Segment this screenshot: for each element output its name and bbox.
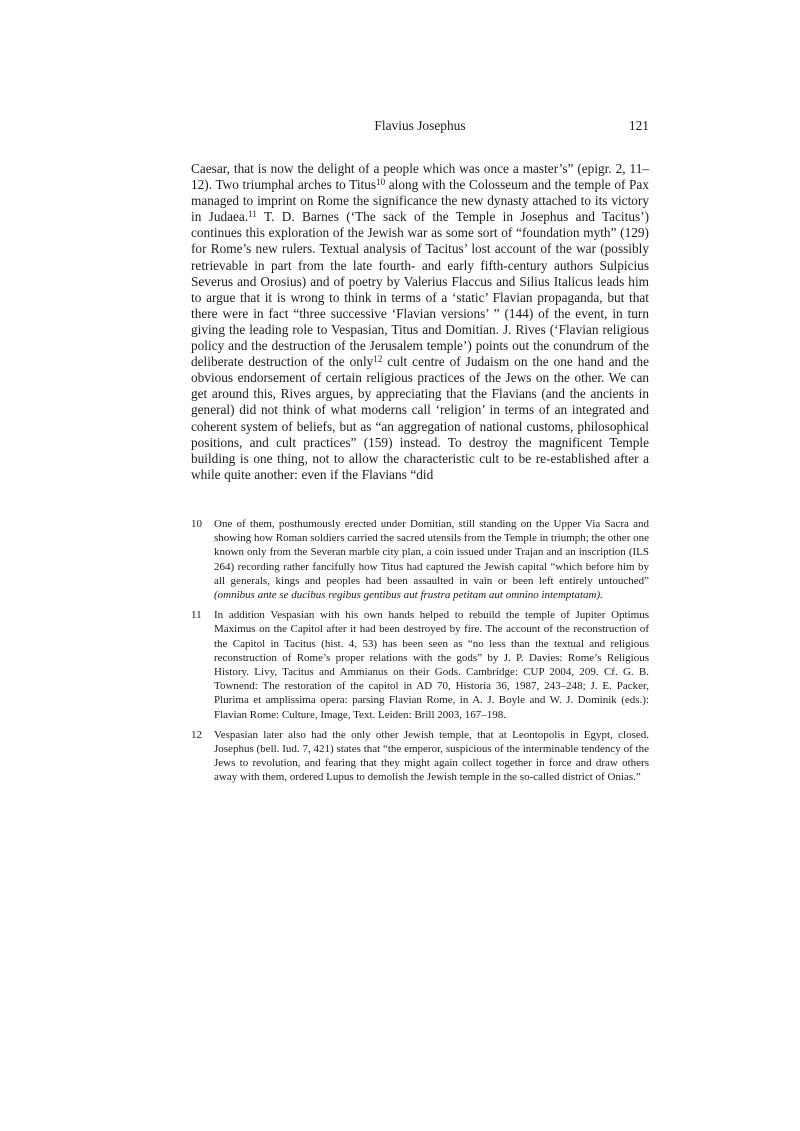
- footnote-ref-11: 11: [248, 209, 257, 220]
- text-run: In addition Vespasian with his own hands helped to rebuild the temple of Jupiter Optimus Maximus on the Capitol after it had been destroyed by fire. The account of the reconstruction of the Capitol in Tacitus (hist. 4, 53) has been seen as “no less than the textual and religious reconstruction of Rome’s proper relations with the gods” by J. P. Davies: Rome’s Religious History. Livy, Tacitus and Ammianus on their Gods. Cambridge: CUP 2004, 209. Cf. G. B. Townend: The restoration of the capitol in AD 70, Historia 36, 1987, 243–248; J. E. Packer, Plurima et amplissima opera: parsing Flavian Rome, in A. J. Boyle and W. J. Dominik (eds.): Flavian Rome: Culture, Image, Text. Leiden: Brill 2003, 167–198.: [214, 609, 649, 721]
- footnote-ref-10: 10: [376, 177, 386, 188]
- text-run: T. D. Barnes (‘The sack of the Temple in Josephus and Tacitus’) continues this exploration of the Jewish war as some sort of “foundation myth” (129) for Rome’s new rulers. Textual analysis of Tacitus’ lost account of the war (possibly retrievable in part from the late fourth- and early fifth-century authors Sulpicius Severus and Orosius) and of poetry by Valerius Flaccus and Silius Italicus leads him to argue that it is wrong to think in terms of a ‘static’ Flavian propaganda, but that there were in fact “three successive ‘Flavian versions’ ” (144) of the event, in turn giving the leading role to Vespasian, Titus and Domitian. J. Rives (‘Flavian religious policy and the destruction of the Jerusalem temple’) points out the conundrum of the deliberate destruction of the only: [191, 209, 649, 370]
- body-paragraph: [191, 161, 649, 483]
- footnote-text: [214, 518, 649, 601]
- footnotes-section: [191, 517, 649, 791]
- footnote-10: [191, 517, 649, 602]
- text-run: Caesar, that is now the delight of a people which was once a master’s” (epigr. 2, 11–12). Two triumphal arches to Titus: [191, 161, 649, 193]
- text-run: One of them, posthumously erected under Domitian, still standing on the Upper Via Sacra and showing how Roman soldiers carried the sacred utensils from the Temple in triumph; the other one known only from the Severan marble city plan, a coin issued under Trajan and an inscription (ILS 264) recording rather fancifully how Titus had captured the Jewish capital “which before him by all generals, kings and peoples had been assaulted in vain or been left entirely untouched”: [214, 518, 649, 587]
- footnote-11: [191, 608, 649, 722]
- footnote-12: [191, 728, 649, 785]
- footnote-number: 10: [191, 518, 202, 530]
- latin-quote: (omnibus ante se ducibus regibus gentibus aut frustra petitam aut omnino intemptatam).: [214, 589, 603, 602]
- page-number: 121: [628, 118, 649, 133]
- text-run: cult centre of Judaism on the one hand and the obvious endorsement of certain religious practices of the Jews on the other. We can get around this, Rives argues, by appreciating that the Flavians (and the ancients in general) did not think of what moderns call ‘religion’ in terms of an integrated and coherent system of beliefs, but as “an aggregation of national customs, philosophical positions, and cult practices” (159) instead. To destroy the magnificent Temple building is one thing, not to allow the characteristic cult to be re-established after a while quite another: even if the Flavians “did: [191, 354, 649, 482]
- footnote-number: 12: [191, 728, 202, 741]
- running-title: Flavius Josephus: [374, 118, 466, 133]
- footnote-text: [214, 729, 649, 784]
- text-run: Vespasian later also had the only other Jewish temple, that at Leontopolis in Egypt, closed. Josephus (bell. Iud. 7, 421) states that “the emperor, suspicious of the interminable tendency of the Jews to revolution, and fearing that they might again collect together in force and draw others away with them, ordered Lupus to demolish the Jewish temple in the so-called district of Onias.”: [214, 728, 649, 784]
- text-run: along with the Colosseum and the temple of Pax managed to imprint on Rome the significance the new dynasty attached to its victory in Judaea.: [191, 177, 649, 225]
- page-header: [191, 118, 649, 133]
- footnote-text: [214, 609, 649, 720]
- footnote-number: 11: [191, 609, 202, 622]
- footnote-ref-12: 12: [373, 354, 383, 365]
